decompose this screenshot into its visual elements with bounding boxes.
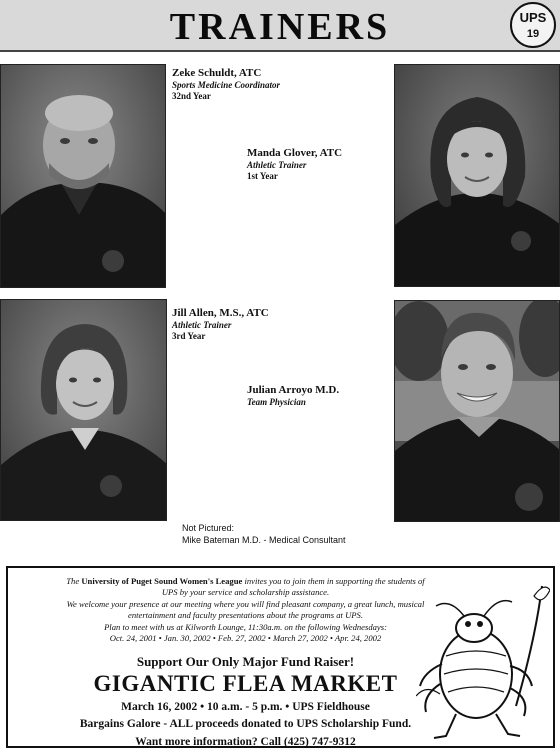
ad-org-name: University of Puget Sound Women's League — [81, 576, 243, 586]
flea-market-ad — [6, 566, 555, 748]
page-header — [0, 0, 560, 52]
staff-year: 1st Year — [247, 171, 278, 182]
photo-jill-allen — [0, 299, 167, 521]
ad-line-5: Plan to meet with us at Kilworth Lounge, 11:30a.m. on the following Wednesdays: — [104, 621, 387, 632]
not-pictured-label: Not Pictured: — [182, 523, 235, 533]
ad-line-4: entertainment and faculty presentations about the programs at UPS. — [128, 610, 363, 621]
ad-line-6: Oct. 24, 2001 • Jan. 30, 2002 • Feb. 27, 2002 • March 27, 2002 • Apr. 24, 2002 — [109, 633, 382, 644]
staff-role: Athletic Trainer — [247, 160, 307, 171]
badge-logo: UPS — [519, 10, 547, 25]
page-title: TRAINERS — [169, 6, 391, 48]
not-pictured-entry: Mike Bateman M.D. - Medical Consultant — [182, 534, 346, 545]
page-number: 19 — [526, 28, 540, 40]
caption-zeke-schuldt — [172, 67, 280, 102]
photo-manda-glover — [394, 64, 560, 287]
staff-role: Team Physician — [247, 397, 306, 408]
ups-badge-icon — [510, 2, 556, 48]
caption-julian-arroyo — [247, 384, 339, 408]
ad-intro — [18, 576, 473, 645]
staff-year: 32nd Year — [172, 91, 211, 102]
ad-line-1: The University of Puget Sound Women's League invites you to join them in supporting the students of — [66, 576, 425, 586]
not-pictured-note — [182, 523, 346, 546]
photo-julian-arroyo — [394, 300, 560, 522]
flea-icon — [416, 576, 550, 746]
ad-proceeds: Bargains Galore - ALL proceeds donated to UPS Scholarship Fund. — [79, 718, 412, 731]
staff-role: Sports Medicine Coordinator — [172, 80, 281, 91]
ad-when-where: March 16, 2002 • 10 a.m. - 5 p.m. • UPS Fieldhouse — [121, 701, 370, 713]
caption-manda-glover — [247, 147, 342, 182]
photo-zeke-schuldt — [0, 64, 166, 288]
ad-line-3: We welcome your presence at our meeting where you will find pleasant company, a great lunch, musical — [66, 598, 425, 609]
ad-line-2: UPS by your service and scholarship assistance. — [161, 587, 330, 598]
staff-name: Zeke Schuldt, ATC — [172, 67, 262, 79]
ad-headline: GIGANTIC FLEA MARKET — [93, 671, 398, 696]
ad-contact: Want more information? Call (425) 747-9312 — [135, 735, 356, 748]
staff-year: 3rd Year — [172, 331, 206, 342]
ad-support-line: Support Our Only Major Fund Raiser! — [136, 654, 355, 669]
staff-role: Athletic Trainer — [172, 320, 232, 331]
caption-jill-allen — [172, 307, 269, 342]
ad-details — [18, 699, 473, 751]
staff-name: Jill Allen, M.S., ATC — [172, 307, 269, 319]
staff-name: Julian Arroyo M.D. — [247, 384, 340, 396]
staff-name: Manda Glover, ATC — [247, 147, 343, 159]
